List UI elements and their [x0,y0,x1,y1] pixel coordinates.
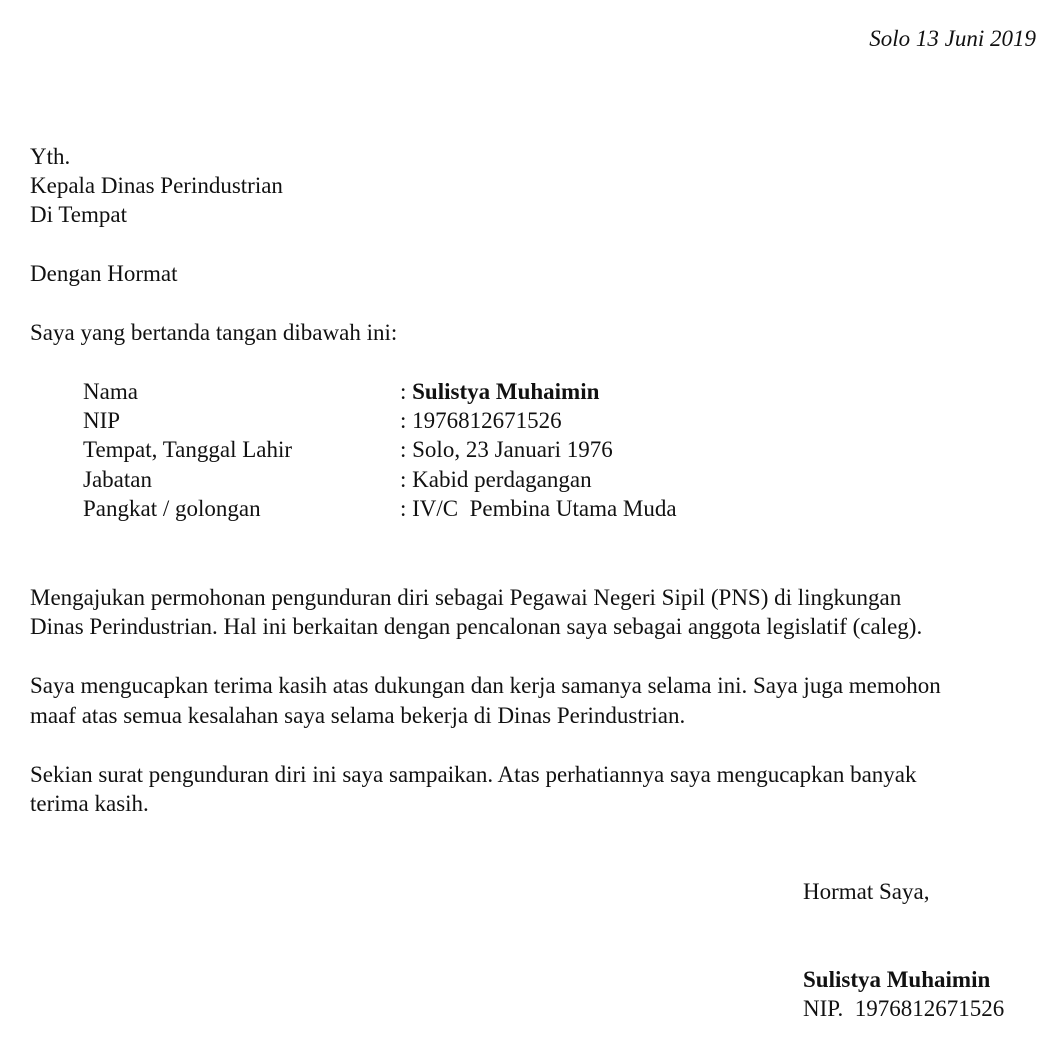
field-value-pangkat [400,494,677,523]
paragraph-2-line-1: Saya mengucapkan terima kasih atas dukungan dan kerja samanya selama ini. Saya juga memohon [30,673,941,698]
field-value-ttl [400,435,613,464]
recipient-location: Di Tempat [30,202,127,227]
recipient-name: Kepala Dinas Perindustrian [30,173,283,198]
recipient-salutation: Yth. [30,144,71,169]
paragraph-2-line-2: maaf atas semua kesalahan saya selama bekerja di Dinas Perindustrian. [30,703,686,728]
field-separator: : [400,437,407,462]
signer-nip: NIP. 1976812671526 [803,996,1005,1021]
field-separator: : [400,379,407,404]
field-label-jabatan: Jabatan [83,467,152,492]
paragraph-1-line-2: Dinas Perindustrian. Hal ini berkaitan dengan pencalonan saya sebagai anggota legislatif (caleg). [30,614,923,639]
intro-text: Saya yang bertanda tangan dibawah ini: [30,320,398,345]
field-label-nama: Nama [83,379,138,404]
closing: Hormat Saya, [803,879,930,904]
signer-name: Sulistya Muhaimin [803,967,991,992]
field-label-pangkat: Pangkat / golongan [83,496,261,521]
field-value-jabatan [400,465,592,494]
field-separator: : [400,467,407,492]
paragraph-3-line-1: Sekian surat pengunduran diri ini saya sampaikan. Atas perhatiannya saya mengucapkan banyak [30,762,917,787]
field-value-nama [400,377,599,406]
field-value-jabatan-text: Kabid perdagangan [412,467,592,492]
paragraph-3-line-2: terima kasih. [30,791,149,816]
paragraph-1-line-1: Mengajukan permohonan pengunduran diri sebagai Pegawai Negeri Sipil (PNS) di lingkungan [30,585,902,610]
field-value-nip-text: 1976812671526 [412,408,562,433]
field-value-ttl-text: Solo, 23 Januari 1976 [412,437,613,462]
field-separator: : [400,496,407,521]
field-label-ttl: Tempat, Tanggal Lahir [83,437,293,462]
greeting: Dengan Hormat [30,261,178,286]
letter-date: Solo 13 Juni 2019 [869,26,1036,51]
field-value-pangkat-text: IV/C Pembina Utama Muda [412,496,677,521]
field-separator: : [400,408,407,433]
field-value-nip [400,406,562,435]
field-label-nip: NIP [83,408,121,433]
field-value-nama-text: Sulistya Muhaimin [412,379,600,404]
